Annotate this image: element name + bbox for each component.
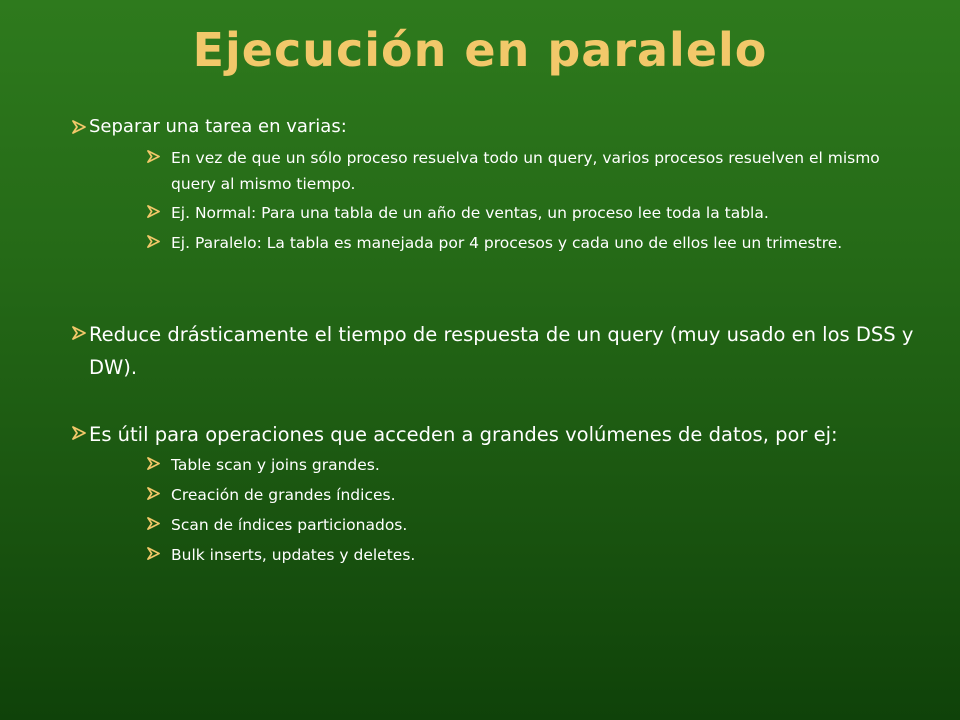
arrowhead-icon bbox=[72, 326, 88, 340]
sub-bullet-en-vez bbox=[147, 145, 921, 197]
sub-bullet-ej-normal bbox=[147, 200, 921, 226]
arrowhead-icon bbox=[147, 547, 162, 560]
sub-bullet-text: Ej. Normal: Para una tabla de un año de ventas, un proceso lee toda la tabla. bbox=[171, 204, 769, 222]
arrowhead-icon bbox=[72, 120, 88, 134]
bullet-separar-tarea bbox=[72, 112, 347, 142]
sub-bullet-text: En vez de que un sólo proceso resuelva todo un query, varios procesos resuelven el mismo query al mismo tiempo. bbox=[171, 149, 880, 193]
arrowhead-icon bbox=[147, 457, 162, 470]
arrowhead-icon bbox=[147, 517, 162, 530]
sub-bullet-scan-indices bbox=[147, 512, 921, 538]
bullet-es-util bbox=[72, 418, 919, 451]
arrowhead-icon bbox=[147, 150, 162, 163]
sub-bullet-bulk bbox=[147, 542, 921, 568]
slide-title: Ejecución en paralelo bbox=[192, 23, 768, 77]
arrowhead-icon bbox=[147, 487, 162, 500]
arrowhead-icon bbox=[72, 426, 88, 440]
bullet-reduce bbox=[72, 318, 919, 384]
bullet-text: Es útil para operaciones que acceden a grandes volúmenes de datos, por ej: bbox=[89, 423, 838, 446]
bullet-text: Reduce drásticamente el tiempo de respuesta de un query (muy usado en los DSS y DW). bbox=[89, 323, 914, 379]
sub-bullet-ej-paralelo bbox=[147, 230, 921, 256]
sub-bullet-text: Ej. Paralelo: La tabla es manejada por 4 procesos y cada uno de ellos lee un trimestre. bbox=[171, 234, 843, 252]
sub-bullet-text: Bulk inserts, updates y deletes. bbox=[171, 546, 416, 564]
sub-bullet-text: Scan de índices particionados. bbox=[171, 516, 408, 534]
sub-bullet-text: Creación de grandes índices. bbox=[171, 486, 396, 504]
sub-bullet-creacion bbox=[147, 482, 921, 508]
arrowhead-icon bbox=[147, 235, 162, 248]
sub-bullet-text: Table scan y joins grandes. bbox=[171, 456, 380, 474]
sub-bullet-table-scan bbox=[147, 452, 921, 478]
bullet-text: Separar una tarea en varias: bbox=[89, 116, 347, 137]
arrowhead-icon bbox=[147, 205, 162, 218]
